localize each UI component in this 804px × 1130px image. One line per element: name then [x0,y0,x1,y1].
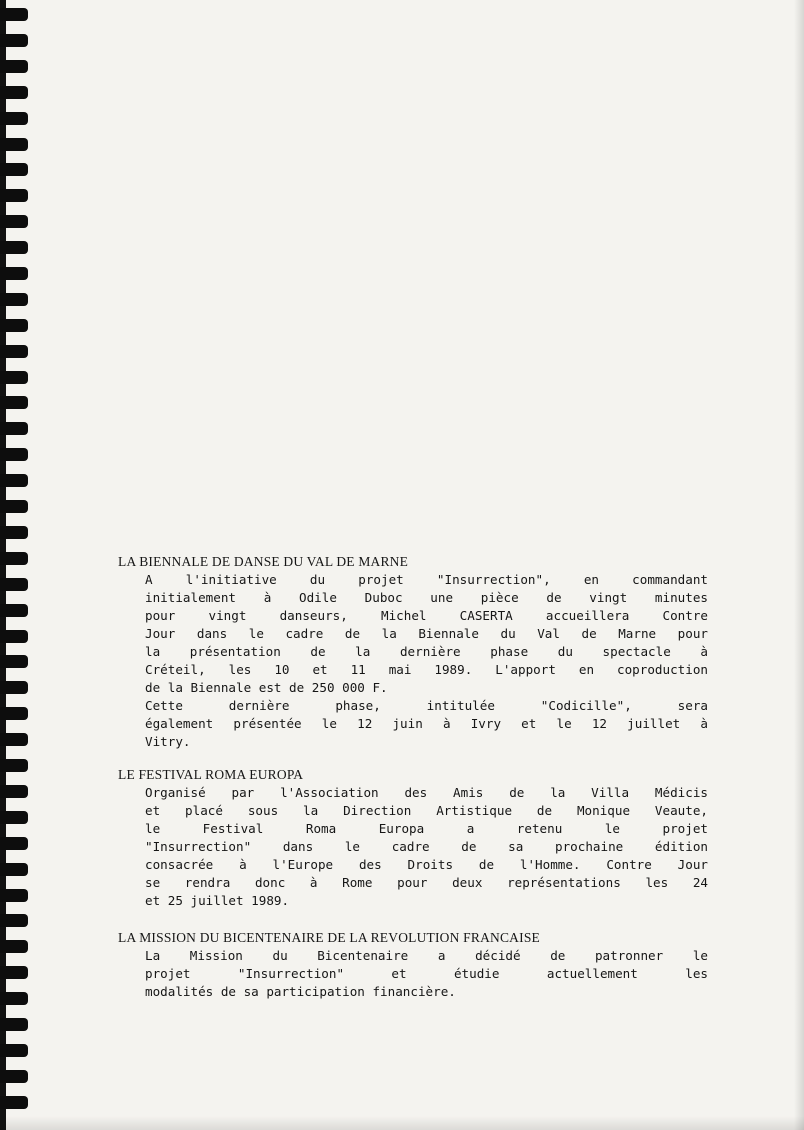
binding-ring [0,733,28,746]
binding-ring [0,992,28,1005]
binding-ring [0,112,28,125]
binding-ring [0,863,28,876]
body-line: initialement à Odile Duboc une pièce de vingt minutes [145,590,708,605]
body-line: Organisé par l'Association des Amis de la Villa Médicis [145,785,708,800]
body-line: pour vingt danseurs, Michel CASERTA accueillera Contre [145,608,708,623]
body-line: Jour dans le cadre de la Biennale du Val de Marne pour [145,626,708,641]
section-biennale [118,553,708,751]
binding-ring [0,1096,28,1109]
section-body [145,947,708,1001]
binding-ring [0,1018,28,1031]
binding-ring [0,759,28,772]
binding-ring [0,578,28,591]
section-heading: LE FESTIVAL ROMA EUROPA [118,767,304,782]
binding-ring [0,707,28,720]
section-heading: LA BIENNALE DE DANSE DU VAL DE MARNE [118,554,409,569]
binding-ring [0,34,28,47]
body-line: et placé sous la Direction Artistique de Monique Veaute, [145,803,708,818]
body-line: Créteil, les 10 et 11 mai 1989. L'apport en coproduction [145,662,708,677]
binding-ring [0,215,28,228]
binding-ring [0,940,28,953]
binding-ring [0,785,28,798]
body-line: de la Biennale est de 250 000 F. [145,680,388,695]
body-line: et 25 juillet 1989. [145,893,290,908]
section-bicentenaire [118,929,708,1001]
binding-ring [0,630,28,643]
body-line: également présentée le 12 juin à Ivry et le 12 juillet à [145,716,708,731]
spiral-binding [0,0,34,1130]
body-line: modalités de sa participation financière. [145,984,456,999]
body-line: la présentation de la dernière phase du spectacle à [145,644,708,659]
binding-ring [0,655,28,668]
page-edge-shadow [794,0,804,1130]
binding-ring [0,1070,28,1083]
binding-ring [0,552,28,565]
binding-ring [0,966,28,979]
binding-ring [0,889,28,902]
binding-ring [0,8,28,21]
body-line: le Festival Roma Europa a retenu le projet [145,821,708,836]
page-bottom-shadow [0,1116,804,1130]
binding-ring [0,1044,28,1057]
binding-ring [0,345,28,358]
binding-ring [0,319,28,332]
binding-ring [0,500,28,513]
binding-ring [0,811,28,824]
binding-ring [0,293,28,306]
binding-ring [0,60,28,73]
body-line: A l'initiative du projet "Insurrection", en commandant [145,572,708,587]
binding-ring [0,267,28,280]
binding-ring [0,189,28,202]
binding-ring [0,138,28,151]
binding-ring [0,448,28,461]
binding-ring [0,163,28,176]
body-line: projet "Insurrection" et étudie actuellement les [145,966,708,981]
body-line: Cette dernière phase, intitulée "Codicille", sera [145,698,708,713]
section-heading: LA MISSION DU BICENTENAIRE DE LA REVOLUTION FRANCAISE [118,930,540,945]
body-line: "Insurrection" dans le cadre de sa prochaine édition [145,839,708,854]
binding-ring [0,474,28,487]
section-body [145,571,708,751]
binding-ring [0,371,28,384]
body-line: La Mission du Bicentenaire a décidé de patronner le [145,948,708,963]
binding-ring [0,422,28,435]
binding-ring [0,396,28,409]
binding-ring [0,604,28,617]
section-roma-europa [118,766,708,910]
binding-ring [0,86,28,99]
section-body [145,784,708,910]
binding-ring [0,526,28,539]
binding-ring [0,914,28,927]
body-line: consacrée à l'Europe des Droits de l'Homme. Contre Jour [145,857,708,872]
binding-ring [0,681,28,694]
binding-ring [0,241,28,254]
body-line: se rendra donc à Rome pour deux représentations les 24 [145,875,708,890]
binding-ring [0,837,28,850]
body-line: Vitry. [145,734,191,749]
